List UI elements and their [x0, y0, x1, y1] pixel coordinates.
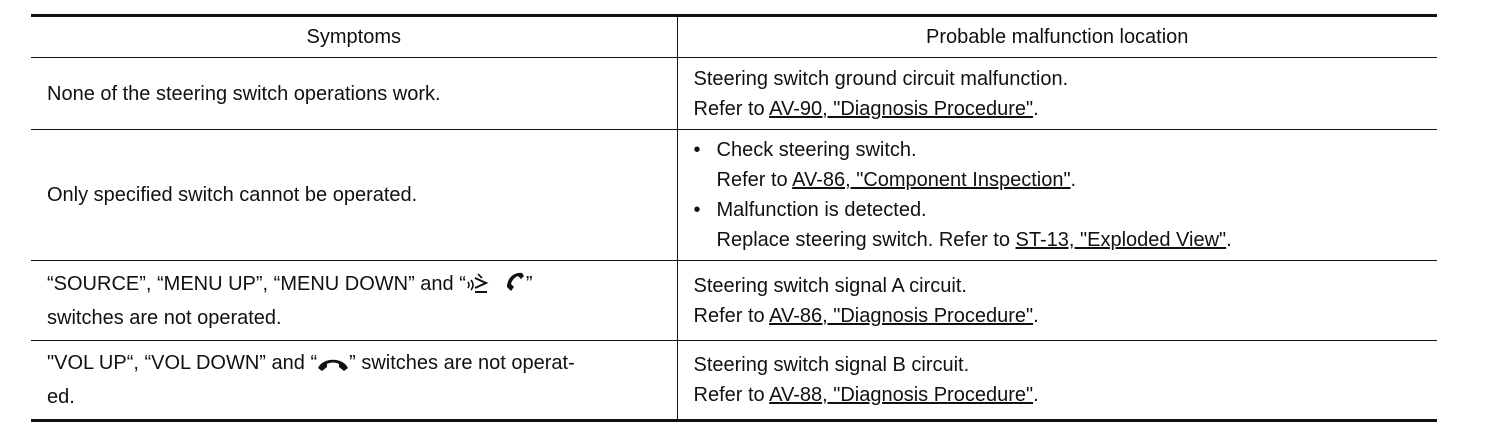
- symptom-text-post: ” switches are not operat-: [349, 352, 575, 374]
- link-av-90-diagnosis[interactable]: AV-90, "Diagnosis Procedure": [769, 97, 1034, 120]
- table-row: [31, 341, 1437, 421]
- location-cell: [677, 261, 1437, 341]
- refer-text: Replace steering switch. Refer to: [716, 229, 1016, 251]
- bullet: •: [693, 139, 701, 161]
- symptom-cell: [31, 130, 677, 261]
- period: .: [1033, 384, 1039, 406]
- link-av-88-diagnosis[interactable]: AV-88, "Diagnosis Procedure": [769, 384, 1034, 406]
- bullet-item: [694, 195, 1428, 225]
- header-row: [31, 16, 1437, 58]
- table-row: [31, 58, 1437, 130]
- voice-icon: [466, 270, 492, 303]
- refer-text: Refer to: [693, 304, 770, 327]
- refer-text: Refer to: [693, 384, 770, 406]
- symptom-cell: [31, 261, 677, 341]
- bullet: •: [693, 199, 701, 221]
- header-location: Probable malfunction location: [677, 16, 1437, 58]
- refer-line: [694, 380, 1428, 410]
- link-av-86-diagnosis[interactable]: AV-86, "Diagnosis Procedure": [769, 304, 1034, 327]
- period: .: [1226, 229, 1232, 251]
- header-symptoms: Symptoms: [31, 16, 677, 58]
- period: .: [1070, 169, 1077, 191]
- symptom-cell: [31, 58, 677, 130]
- location-text: Steering switch signal A circuit.: [693, 274, 967, 297]
- symptom-text-close: ”: [525, 272, 533, 295]
- location-text: Steering switch signal B circuit.: [693, 354, 970, 376]
- symptom-text: “SOURCE”, “MENU UP”, “MENU DOWN” and “: [47, 272, 466, 295]
- location-cell: [677, 341, 1437, 421]
- link-st-13-exploded-view[interactable]: ST-13, "Exploded View": [1015, 229, 1227, 251]
- symptom-text: "VOL UP“, “VOL DOWN” and “: [47, 352, 318, 374]
- period: .: [1033, 304, 1039, 327]
- bullet-text: Malfunction is detected.: [716, 199, 927, 221]
- symptom-line: [47, 348, 667, 382]
- refer-text: Refer to: [716, 169, 793, 191]
- bullet-continuation: [694, 225, 1428, 255]
- bullet-item: [694, 135, 1428, 165]
- refer-line: [694, 301, 1428, 331]
- phone-pickup-icon: [502, 270, 526, 303]
- symptom-line: switches are not operated.: [47, 306, 282, 329]
- symptom-line: [47, 269, 667, 303]
- refer-line: [694, 94, 1428, 124]
- symptom-text: Only specified switch cannot be operated.: [47, 184, 418, 206]
- period: .: [1033, 97, 1039, 120]
- location-cell: [677, 58, 1437, 130]
- refer-text: Refer to: [693, 97, 770, 120]
- symptom-table: [31, 14, 1437, 422]
- bullet-continuation: [694, 165, 1428, 195]
- phone-hangup-icon: [317, 352, 349, 382]
- table-row: [31, 261, 1437, 341]
- symptom-line: ed.: [47, 386, 75, 408]
- location-cell: [677, 130, 1437, 261]
- location-text: Steering switch ground circuit malfunction.: [693, 67, 1069, 90]
- bullet-text: Check steering switch.: [716, 139, 917, 161]
- symptom-cell: [31, 341, 677, 421]
- symptom-text: None of the steering switch operations work.: [47, 82, 441, 105]
- table-row: [31, 130, 1437, 261]
- link-av-86-component-inspection[interactable]: AV-86, "Component Inspection": [792, 169, 1071, 191]
